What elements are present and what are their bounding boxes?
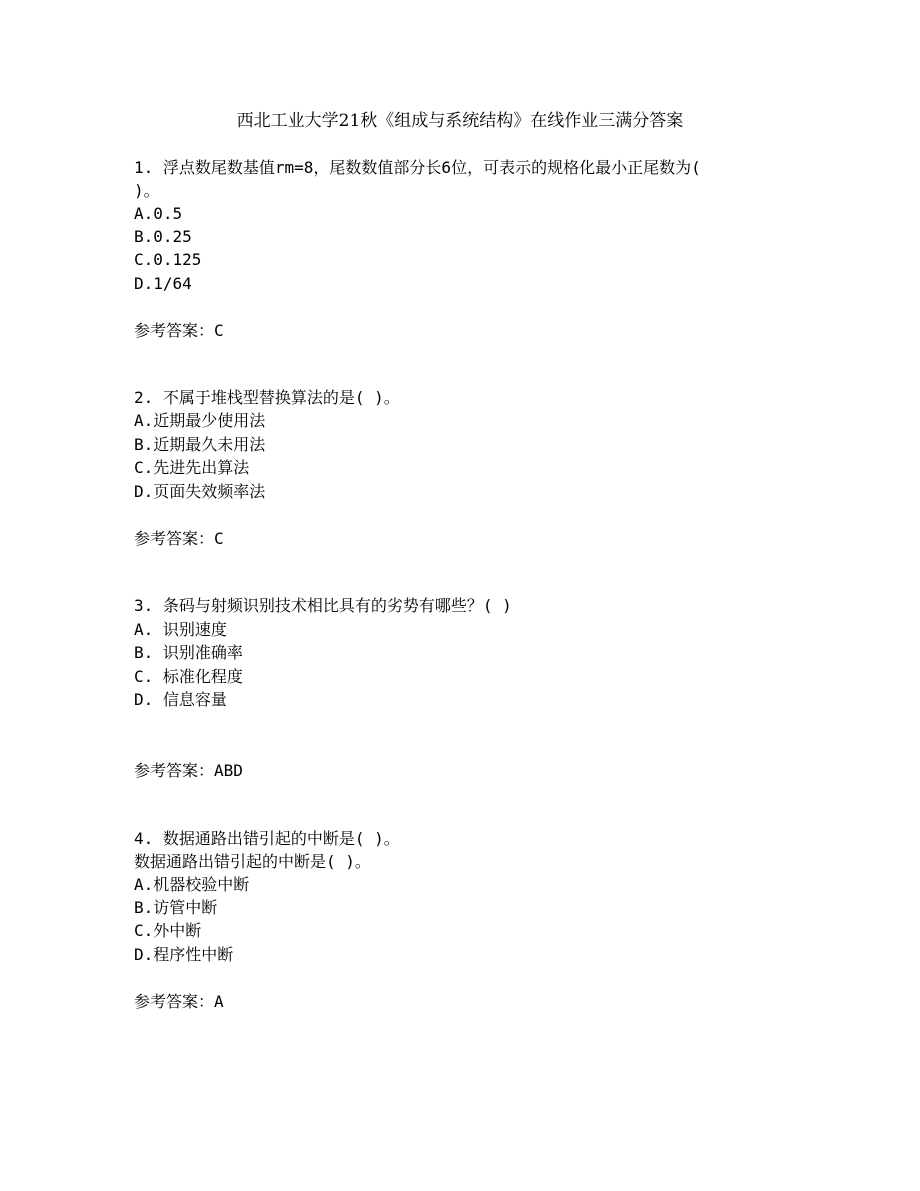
question-1-option-b: B.0.25: [134, 227, 192, 246]
question-3-option-b: B. 识别准确率: [134, 643, 243, 662]
question-4-stem-repeat: 数据通路出错引起的中断是( )。: [134, 852, 371, 871]
question-4-option-a: A.机器校验中断: [134, 875, 250, 894]
page-title: 西北工业大学21秋《组成与系统结构》在线作业三满分答案: [236, 111, 684, 131]
question-3-answer: 参考答案：ABD: [134, 761, 243, 780]
question-3-stem: 3. 条码与射频识别技术相比具有的劣势有哪些？( ): [134, 596, 512, 615]
question-2-stem: 2. 不属于堆栈型替换算法的是( )。: [134, 388, 400, 407]
question-4-option-c: C.外中断: [134, 921, 202, 940]
question-1-stem: 1. 浮点数尾数基值rm=8，尾数数值部分长6位，可表示的规格化最小正尾数为(: [134, 158, 701, 177]
question-4-stem: 4. 数据通路出错引起的中断是( )。: [134, 829, 400, 848]
question-2-option-b: B.近期最久未用法: [134, 435, 266, 454]
question-1-answer: 参考答案：C: [134, 321, 224, 340]
question-2-option-c: C.先进先出算法: [134, 458, 250, 477]
question-3-option-c: C. 标准化程度: [134, 667, 243, 686]
question-3-option-d: D. 信息容量: [134, 690, 227, 709]
question-1-option-a: A.0.5: [134, 204, 183, 223]
question-4-option-b: B.访管中断: [134, 898, 218, 917]
question-2-answer: 参考答案：C: [134, 529, 224, 548]
question-1-option-c: C.0.125: [134, 250, 202, 269]
question-4-answer: 参考答案：A: [134, 992, 224, 1011]
question-3-option-a: A. 识别速度: [134, 620, 227, 639]
question-2-option-a: A.近期最少使用法: [134, 411, 266, 430]
question-4-option-d: D.程序性中断: [134, 945, 234, 964]
question-1-stem-cont: )。: [134, 181, 160, 200]
question-1-option-d: D.1/64: [134, 274, 192, 293]
question-2-option-d: D.页面失效频率法: [134, 482, 266, 501]
